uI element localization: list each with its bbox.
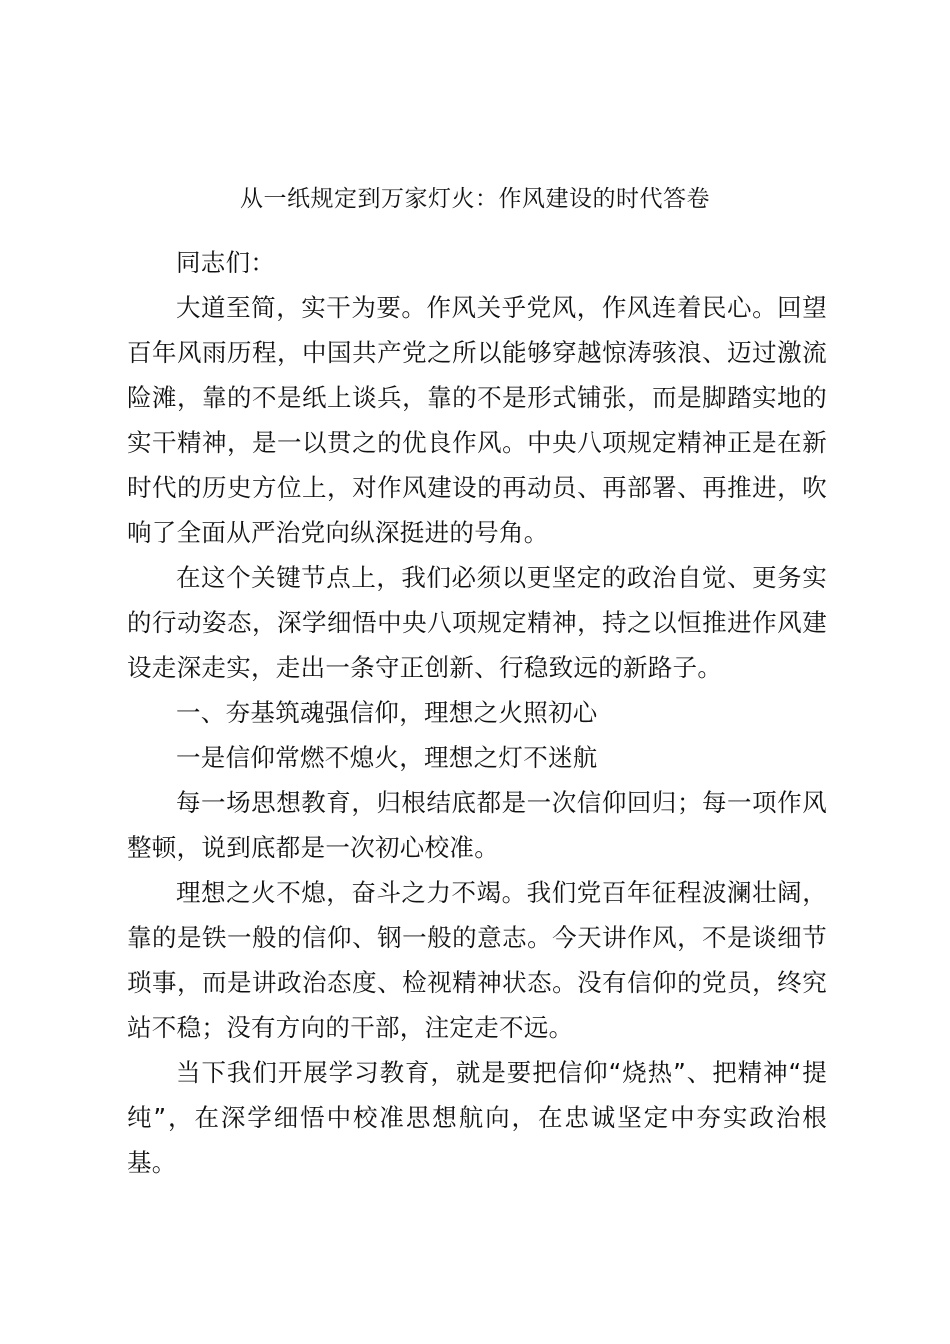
intro-paragraph: 大道至简，实干为要。作风关乎党风，作风连着民心。回望百年风雨历程，中国共产党之所以能够穿越惊涛骇浪、迈过激流险滩，靠的不是纸上谈兵，靠的不是形式铺张，而是脚踏实地的实干精神，是一以贯之的优良作风。中央八项规定精神正是在新时代的历史方位上，对作风建设的再动员、再部署、再推进，吹响了全面从严治党向纵深挺进的号角。 xyxy=(127,293,827,547)
section-heading: 一、夯基筑魂强信仰，理想之火照初心 xyxy=(176,698,598,727)
subsection-heading: 一是信仰常燃不熄火，理想之灯不迷航 xyxy=(176,743,598,772)
body-paragraph: 当下我们开展学习教育，就是要把信仰“烧热”、把精神“提纯”，在深学细悟中校准思想航向，在忠诚坚定中夯实政治根基。 xyxy=(127,1058,827,1177)
document-title: 从一纸规定到万家灯火：作风建设的时代答卷 xyxy=(240,186,710,212)
context-paragraph: 在这个关键节点上，我们必须以更坚定的政治自觉、更务实的行动姿态，深学细悟中央八项规定精神，持之以恒推进作风建设走深走实，走出一条守正创新、行稳致远的新路子。 xyxy=(127,563,827,682)
body-paragraph: 每一场思想教育，归根结底都是一次信仰回归；每一项作风整顿，说到底都是一次初心校准。 xyxy=(127,788,827,862)
body-paragraph: 理想之火不熄，奋斗之力不竭。我们党百年征程波澜壮阔，靠的是铁一般的信仰、钢一般的意志。今天讲作风，不是谈细节琐事，而是讲政治态度、检视精神状态。没有信仰的党员，终究站不稳；没有方向的干部，注定走不远。 xyxy=(127,878,827,1042)
document-body xyxy=(127,240,827,1185)
salutation-paragraph: 同志们： xyxy=(176,248,276,277)
